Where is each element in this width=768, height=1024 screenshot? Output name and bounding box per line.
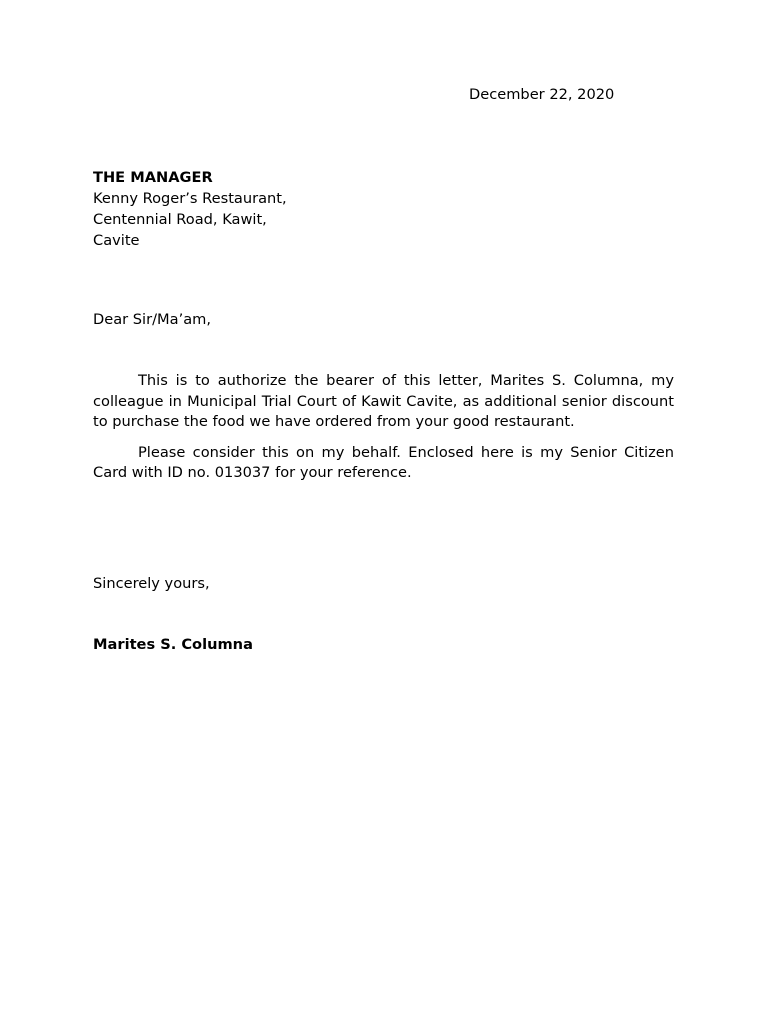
body-paragraph: Please consider this on my behalf. Enclosed here is my Senior Citizen Card with ID no. 013037 for your reference. — [93, 443, 674, 481]
signature-name: Marites S. Columna — [93, 636, 253, 653]
recipient-address-line: Kenny Roger’s Restaurant, — [93, 190, 287, 207]
letter-body — [93, 371, 674, 484]
letter-date: December 22, 2020 — [469, 86, 615, 103]
recipient-title: THE MANAGER — [93, 169, 213, 186]
closing: Sincerely yours, — [93, 575, 210, 592]
salutation: Dear Sir/Ma’am, — [93, 311, 212, 328]
body-paragraph: This is to authorize the bearer of this letter, Marites S. Columna, my colleague in Municipal Trial Court of Kawit Cavite, as additional senior discount to purchase the food we have ordered from your good restaurant. — [93, 372, 674, 430]
recipient-block — [93, 167, 287, 251]
recipient-address-line: Centennial Road, Kawit, — [93, 211, 267, 228]
recipient-address-line: Cavite — [93, 232, 140, 249]
